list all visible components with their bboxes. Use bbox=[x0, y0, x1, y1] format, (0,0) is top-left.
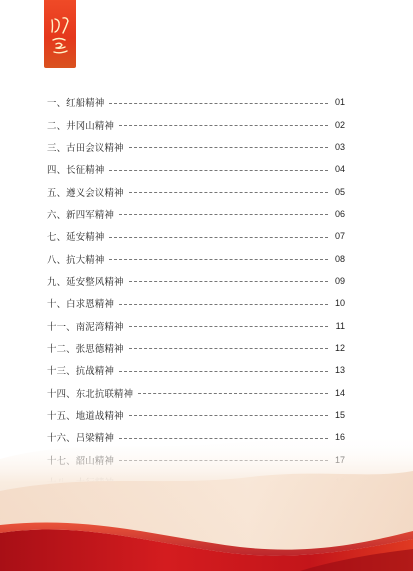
toc-item[interactable] bbox=[47, 113, 345, 135]
toc-item-page-number: 06 bbox=[334, 208, 345, 219]
toc-item-title: 二、井冈山精神 bbox=[47, 120, 115, 132]
toc-item-page-number: 09 bbox=[334, 275, 345, 286]
toc-item[interactable] bbox=[47, 314, 345, 336]
toc-leader-dots bbox=[129, 348, 328, 349]
toc-item[interactable] bbox=[47, 203, 345, 225]
toc-item[interactable] bbox=[47, 225, 345, 247]
toc-leader-dots bbox=[109, 170, 328, 171]
toc-leader-dots bbox=[119, 214, 328, 215]
toc-leader-dots bbox=[129, 192, 328, 193]
toc-item[interactable] bbox=[47, 359, 345, 381]
toc-item-title: 四、长征精神 bbox=[47, 165, 105, 177]
toc-item[interactable] bbox=[47, 381, 345, 403]
toc-item-page-number: 14 bbox=[334, 387, 345, 398]
toc-leader-dots bbox=[129, 147, 328, 148]
toc-item[interactable] bbox=[47, 292, 345, 314]
toc-item-page-number: 13 bbox=[334, 365, 345, 376]
toc-item-title: 十三、抗战精神 bbox=[47, 366, 115, 378]
toc-leader-dots bbox=[129, 326, 328, 327]
toc-leader-dots bbox=[119, 304, 328, 305]
toc-item-page-number: 12 bbox=[334, 342, 345, 353]
bottom-decoration bbox=[0, 421, 413, 571]
toc-item-title: 六、新四军精神 bbox=[47, 209, 115, 221]
toc-item-page-number: 15 bbox=[334, 409, 345, 420]
toc-item-title: 十二、张思德精神 bbox=[47, 343, 124, 355]
toc-item-page-number: 03 bbox=[334, 141, 345, 152]
corner-badge bbox=[44, 0, 76, 68]
toc-leader-dots bbox=[109, 103, 328, 104]
toc-leader-dots bbox=[109, 259, 328, 260]
toc-item-page-number: 08 bbox=[334, 253, 345, 264]
toc-item-title: 三、古田会议精神 bbox=[47, 142, 124, 154]
calligraphy-seal-icon bbox=[44, 0, 76, 68]
toc-leader-dots bbox=[119, 371, 328, 372]
toc-item[interactable] bbox=[47, 180, 345, 202]
toc-item-title: 十六、吕梁精神 bbox=[47, 433, 115, 445]
toc-item-page-number: 04 bbox=[334, 164, 345, 175]
toc-item-page-number: 11 bbox=[335, 320, 345, 331]
toc-item-title: 十五、地道战精神 bbox=[47, 410, 124, 422]
toc-item-page-number: 07 bbox=[334, 231, 345, 242]
toc-leader-dots bbox=[138, 393, 328, 394]
toc-item-title: 八、抗大精神 bbox=[47, 254, 105, 266]
toc-item-page-number: 02 bbox=[334, 119, 345, 130]
toc-leader-dots bbox=[129, 415, 328, 416]
toc-item-title: 一、红船精神 bbox=[47, 98, 105, 110]
toc-item-title: 九、延安整风精神 bbox=[47, 276, 124, 288]
toc-item-page-number: 16 bbox=[334, 432, 345, 443]
toc-item[interactable] bbox=[47, 91, 345, 113]
toc-item[interactable] bbox=[47, 158, 345, 180]
toc-item[interactable] bbox=[47, 337, 345, 359]
toc-item[interactable] bbox=[47, 270, 345, 292]
toc-item-title: 十一、南泥湾精神 bbox=[47, 321, 124, 333]
toc-item-title: 十、白求恩精神 bbox=[47, 299, 115, 311]
toc-leader-dots bbox=[129, 281, 328, 282]
toc-item-page-number: 01 bbox=[334, 97, 345, 108]
toc-item-page-number: 10 bbox=[334, 298, 345, 309]
toc-item-title: 五、遵义会议精神 bbox=[47, 187, 124, 199]
toc-item-title: 十四、东北抗联精神 bbox=[47, 388, 134, 400]
toc-leader-dots bbox=[109, 237, 328, 238]
toc-item-title: 七、延安精神 bbox=[47, 232, 105, 244]
toc-leader-dots bbox=[119, 125, 328, 126]
toc-item-page-number: 05 bbox=[334, 186, 345, 197]
toc-item[interactable] bbox=[47, 136, 345, 158]
toc-item[interactable] bbox=[47, 247, 345, 269]
